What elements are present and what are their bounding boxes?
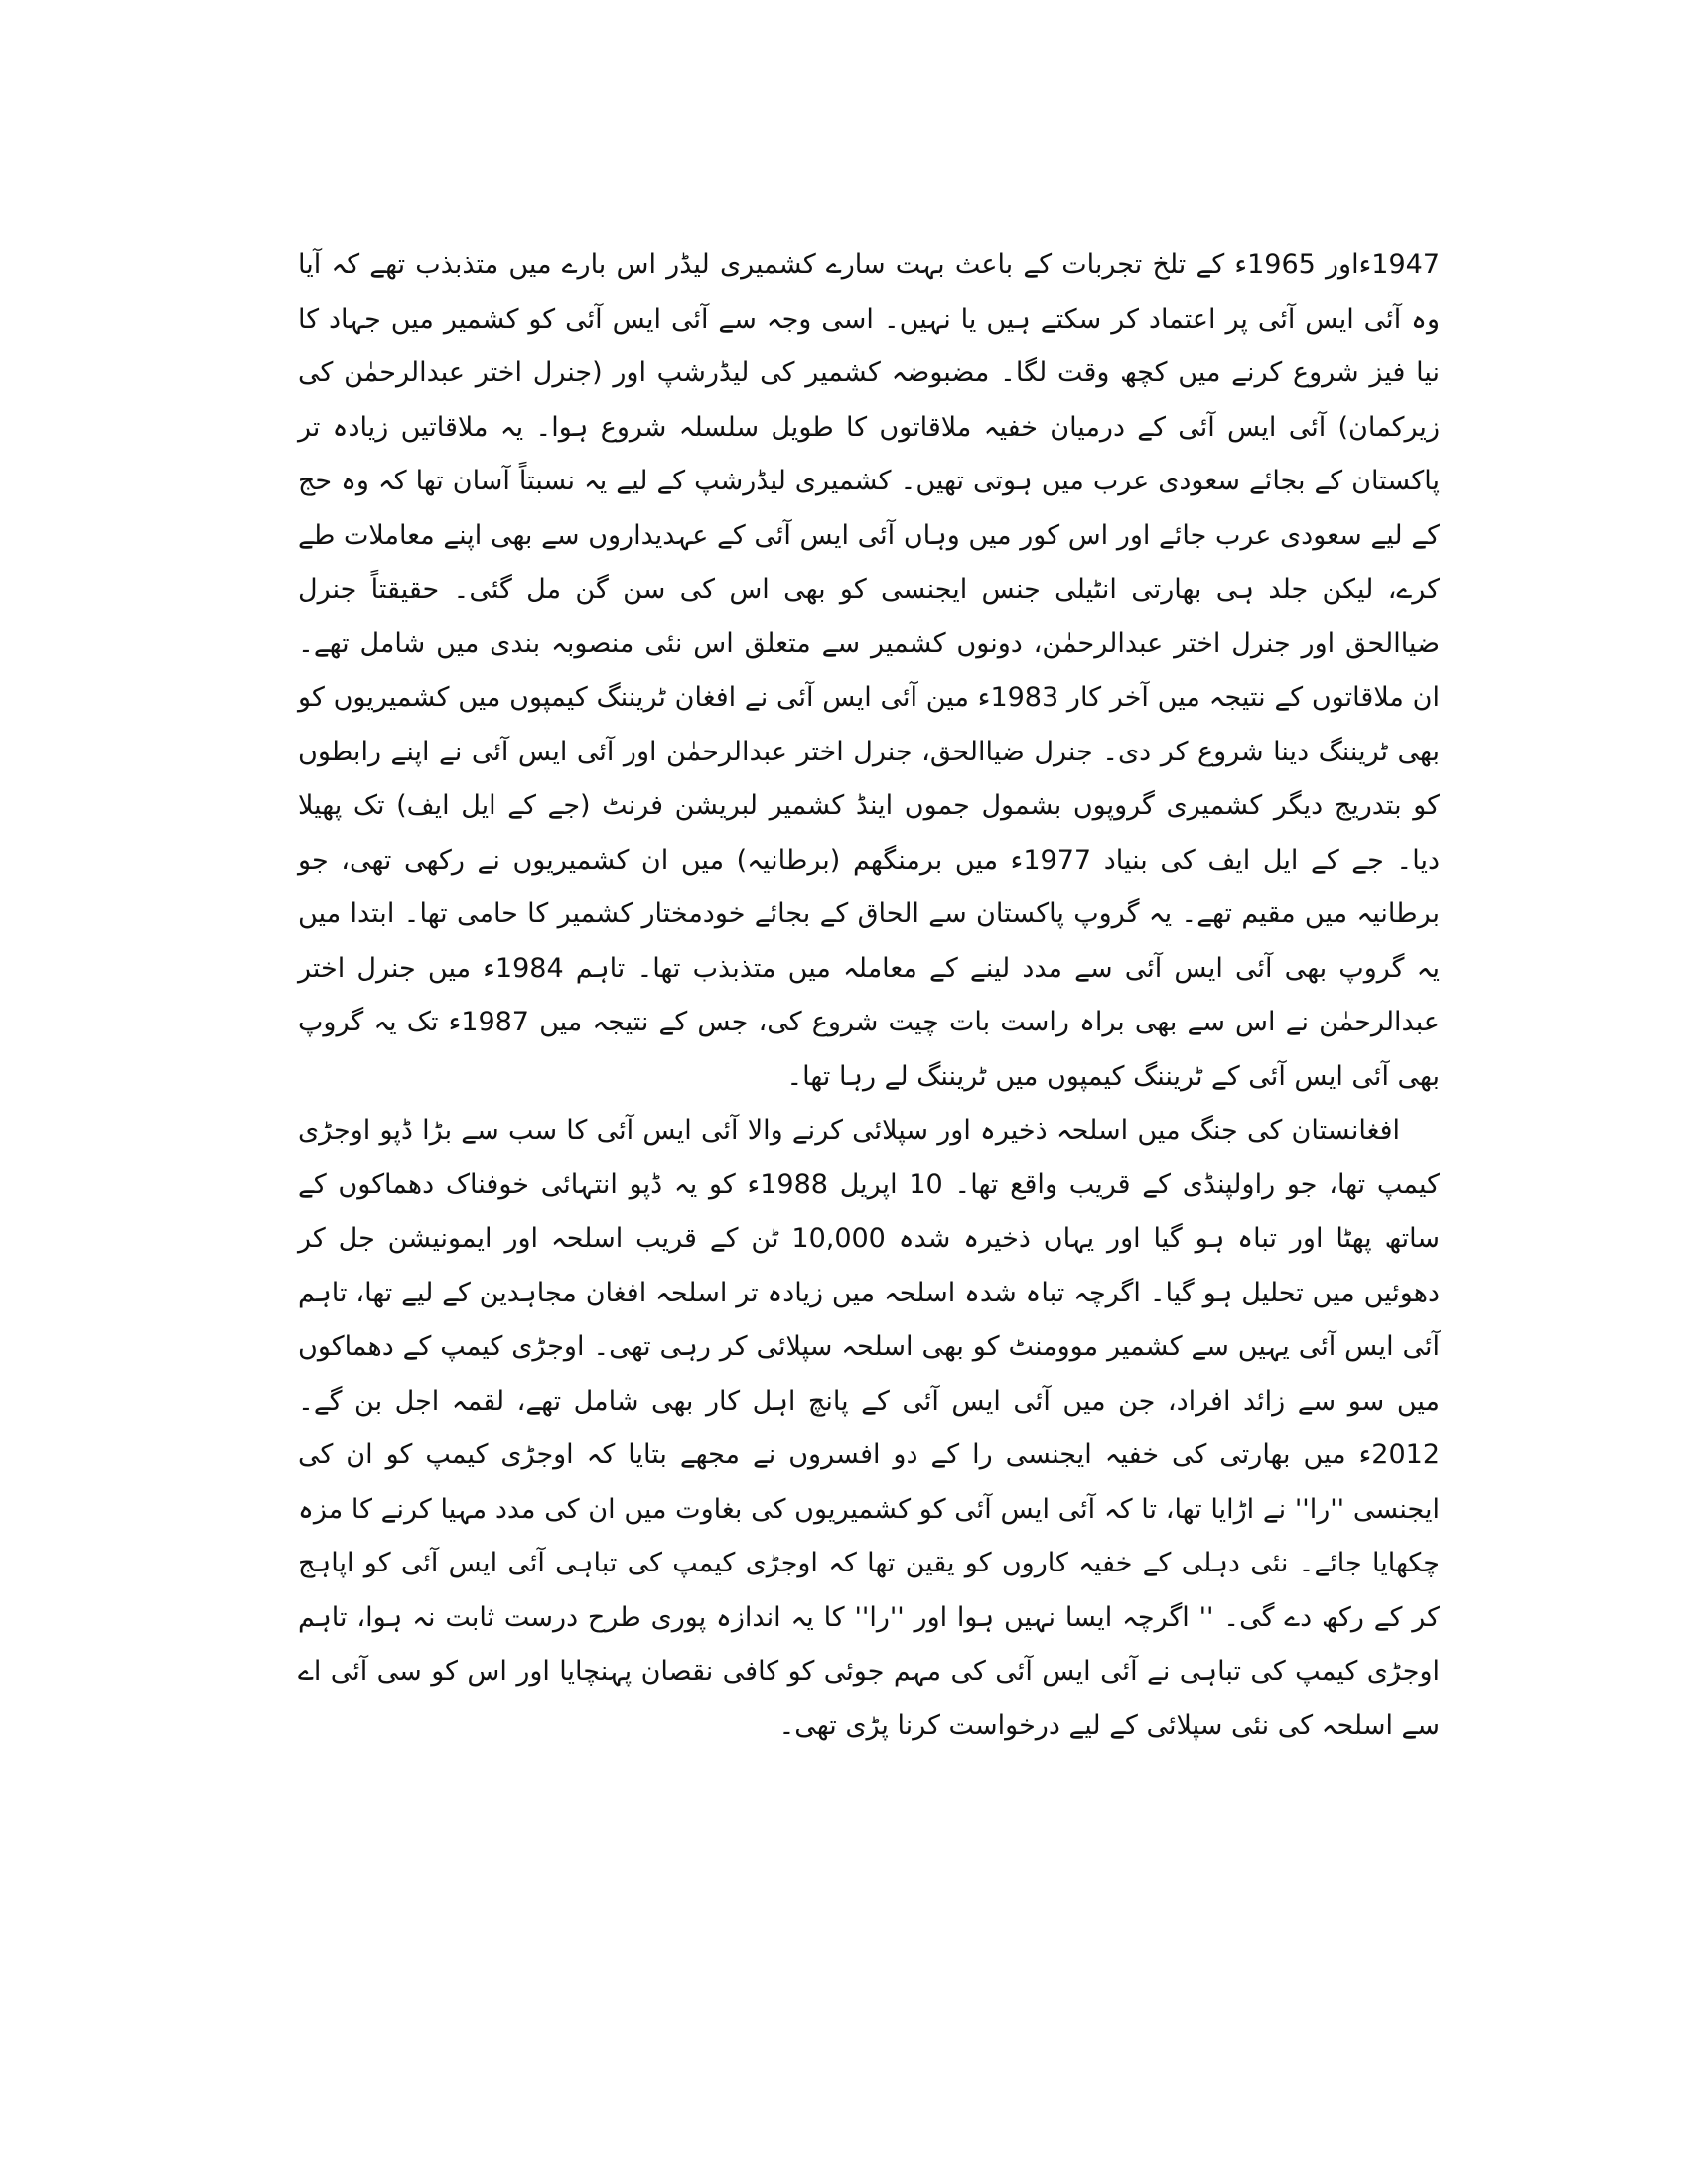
document-body <box>298 238 1440 1753</box>
paragraph-1: 1947ءاور 1965ء کے تلخ تجربات کے باعث بہت سارے کشمیری لیڈر اس بارے میں متذبذب تھے کہ آیا وہ آئی ایس آئی پر اعتماد کر سکتے ہیں یا نہیں۔ اسی وجہ سے آئی ایس آئی کو کشمیر میں جہاد کا نیا فیز شروع کرنے میں کچھ وقت لگا۔ مضبوضہ کشمیر کی لیڈرشپ اور (جنرل اختر عبدالرحمٰن کی زیرکمان) آئی ایس آئی کے درمیان خفیہ ملاقاتوں کا طویل سلسلہ شروع ہوا۔ یہ ملاقاتیں زیادہ تر پاکستان کے بجائے سعودی عرب میں ہوتی تھیں۔ کشمیری لیڈرشپ کے لیے یہ نسبتاً آسان تھا کہ وہ حج کے لیے سعودی عرب جائے اور اس کور میں وہاں آئی ایس آئی کے عہدیداروں سے بھی اپنے معاملات طے کرے، لیکن جلد ہی بھارتی انٹیلی جنس ایجنسی کو بھی اس کی سن گن مل گئی۔ حقیقتاً جنرل ضیاالحق اور جنرل اختر عبدالرحمٰن، دونوں کشمیر سے متعلق اس نئی منصوبہ بندی میں شامل تھے۔ ان ملاقاتوں کے نتیجہ میں آخر کار 1983ء مین آئی ایس آئی نے افغان ٹریننگ کیمپوں میں کشمیریوں کو بھی ٹریننگ دینا شروع کر دی۔ جنرل ضیاالحق، جنرل اختر عبدالرحمٰن اور آئی ایس آئی نے اپنے رابطوں کو بتدریج دیگر کشمیری گروپوں بشمول جموں اینڈ کشمیر لبریشن فرنٹ (جے کے ایل ایف) تک پھیلا دیا۔ جے کے ایل ایف کی بنیاد 1977ء میں برمنگھم (برطانیہ) میں ان کشمیریوں نے رکھی تھی، جو برطانیہ میں مقیم تھے۔ یہ گروپ پاکستان سے الحاق کے بجائے خودمختار کشمیر کا حامی تھا۔ ابتدا میں یہ گروپ بھی آئی ایس آئی سے مدد لینے کے معاملہ میں متذبذب تھا۔ تاہم 1984ء میں جنرل اختر عبدالرحمٰن نے اس سے بھی براہ راست بات چیت شروع کی، جس کے نتیجہ میں 1987ء تک یہ گروپ بھی آئی ایس آئی کے ٹریننگ کیمپوں میں ٹریننگ لے رہا تھا۔ <box>298 249 1441 1092</box>
paragraph-2: افغانستان کی جنگ میں اسلحہ ذخیرہ اور سپلائی کرنے والا آئی ایس آئی کا سب سے بڑا ڈپو اوجڑی کیمپ تھا، جو راولپنڈی کے قریب واقع تھا۔ 10 اپریل 1988ء کو یہ ڈپو انتہائی خوفناک دھماکوں کے ساتھ پھٹا اور تباہ ہو گیا اور یہاں ذخیرہ شدہ 10,000 ٹن کے قریب اسلحہ اور ایمونیشن جل کر دھوئیں میں تحلیل ہو گیا۔ اگرچہ تباہ شدہ اسلحہ میں زیادہ تر اسلحہ افغان مجاہدین کے لیے تھا، تاہم آئی ایس آئی یہیں سے کشمیر موومنٹ کو بھی اسلحہ سپلائی کر رہی تھی۔ اوجڑی کیمپ کے دھماکوں میں سو سے زائد افراد، جن میں آئی ایس آئی کے پانچ اہل کار بھی شامل تھے، لقمہ اجل بن گے۔ 2012ء میں بھارتی کی خفیہ ایجنسی را کے دو افسروں نے مجھے بتایا کہ اوجڑی کیمپ کو ان کی ایجنسی ''را'' نے اڑایا تھا، تا کہ آئی ایس آئی کو کشمیریوں کی بغاوت میں ان کی مدد مہیا کرنے کا مزہ چکھایا جائے۔ نئی دہلی کے خفیہ کاروں کو یقین تھا کہ اوجڑی کیمپ کی تباہی آئی ایس آئی کو اپاہج کر کے رکھ دے گی۔ '' اگرچہ ایسا نہیں ہوا اور ''را'' کا یہ اندازہ پوری طرح درست ثابت نہ ہوا، تاہم اوجڑی کیمپ کی تباہی نے آئی ایس آئی کی مہم جوئی کو کافی نقصان پہنچایا اور اس کو سی آئی اے سے اسلحہ کی نئی سپلائی کے لیے درخواست کرنا پڑی تھی۔ <box>298 1115 1441 1741</box>
